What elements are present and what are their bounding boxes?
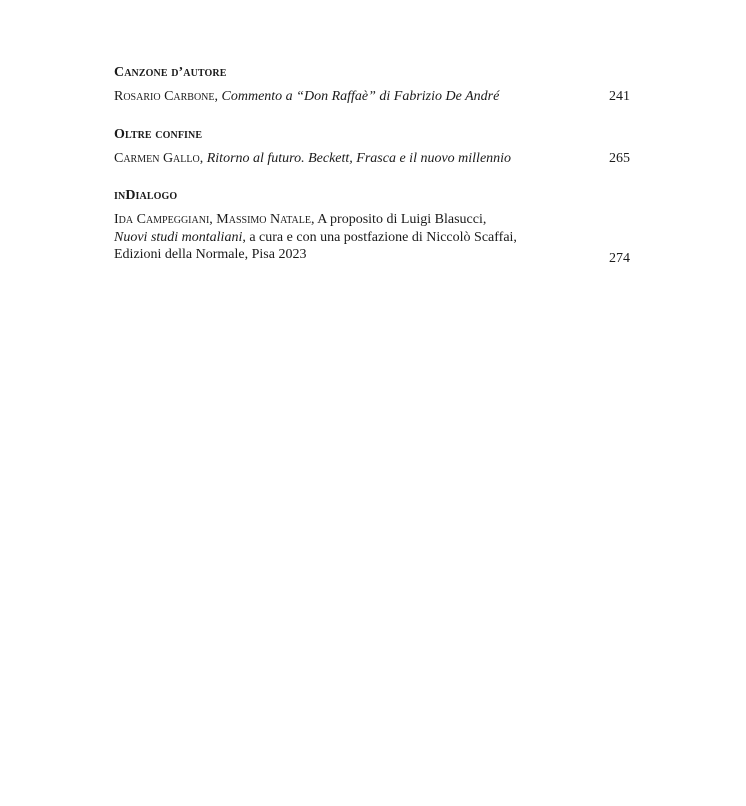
entry-text <box>114 88 584 106</box>
section-title: Canzone d’autore <box>114 65 227 80</box>
entry-publication-info: Edizioni della Normale, Pisa 2023 <box>114 247 307 262</box>
entry-separator: , <box>214 89 222 104</box>
toc-entry[interactable] <box>114 211 630 264</box>
entry-separator: , <box>310 212 318 227</box>
entry-title: Nuovi studi montaliani <box>114 229 243 245</box>
section-oltre-confine <box>114 126 630 168</box>
section-indialogo <box>114 187 630 264</box>
entry-authors: Rosario Carbone <box>114 89 215 104</box>
entry-text <box>114 150 584 168</box>
entry-authors: Carmen Gallo <box>114 150 200 166</box>
section-title: Oltre confine <box>114 126 203 142</box>
entry-separator: , <box>199 150 207 166</box>
entry-authors: Ida Campeggiani, Massimo Natale <box>114 212 311 227</box>
entry-title: Commento a “Don Raffaè” di Fabrizio De André <box>221 89 500 104</box>
section-canzone-dautore <box>114 64 630 106</box>
toc-entry[interactable] <box>114 88 630 106</box>
toc-entry[interactable] <box>114 150 630 168</box>
table-of-contents <box>114 64 630 284</box>
entry-pre-text: A proposito di Luigi Blasucci, <box>317 212 487 227</box>
entry-title: Ritorno al futuro. Beckett, Frasca e il nuovo millennio <box>206 150 512 166</box>
section-title: inDialogo <box>114 188 178 203</box>
entry-page-number: 265 <box>609 150 630 166</box>
entry-text <box>114 211 584 264</box>
entry-page-number: 241 <box>609 89 630 104</box>
entry-post-text: , a cura e con una postfazione di Niccolò Scaffai, <box>242 229 517 245</box>
entry-page-number: 274 <box>609 251 630 266</box>
